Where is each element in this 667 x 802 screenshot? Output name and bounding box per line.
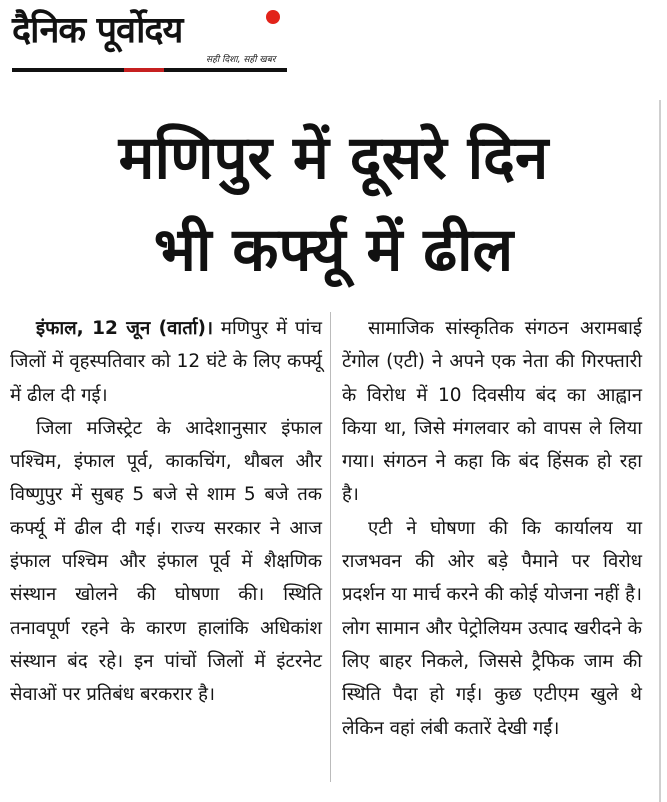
article-paragraph [10,312,322,412]
article-paragraph: एटी ने घोषणा की कि कार्यालय या राजभवन की ओर बड़े पैमाने पर विरोध प्रदर्शन या मार्च करने की कोई योजना नहीं है। लोग सामान और पेट्रोलियम उत्पाद खरीदने के लिए बाहर निकले, जिससे ट्रैफिक जाम की स्थिति पैदा हो गई। कुछ एटीएम खुले थे लेकिन वहां लंबी कतारें देखी गईं। [342,517,642,739]
masthead [10,2,300,76]
headline [0,112,667,296]
dateline: इंफाल, 12 जून (वार्ता)। [36,318,214,339]
headline-line-2: भी कर्फ्यू में ढील [153,215,514,285]
tagline: सही दिशा, सही खबर [206,55,276,65]
article-column-left [10,312,322,712]
newspaper-logo: दैनिक पूर्वोदय [12,10,183,51]
article-column-right [342,312,642,745]
column-divider [330,312,331,782]
headline-line-1: मणिपुर में दूसरे दिन [118,123,549,193]
masthead-rule [12,68,287,72]
article-paragraph: जिला मजिस्ट्रेट के आदेशानुसार इंफाल पश्चिम, इंफाल पूर्व, काकचिंग, थौबल और विष्णुपुर में सुबह 5 बजे से शाम 5 बजे तक कर्फ्यू में ढील दी गई। राज्य सरकार ने आज इंफाल पश्चिम और इंफाल पूर्व में शैक्षणिक संस्थान खोलने की घोषणा की। स्थिति तनावपूर्ण रहने के कारण हालांकि अधिकांश संस्थान बंद रहे। इन पांचों जिलों में इंटरनेट सेवाओं पर प्रतिबंध बरकरार है। [10,417,322,706]
article-paragraph: सामाजिक सांस्कृतिक संगठन अरामबाई टेंगोल (एटी) ने अपने एक नेता की गिरफ्तारी के विरोध में 10 दिवसीय बंद का आह्वान किया था, जिसे मंगलवार को वापस ले लिया गया। संगठन ने कहा कि बंद हिंसक हो रहा है। [342,318,642,506]
logo-red-dot-icon [266,10,280,24]
lead-text: मणिपुर में पांच जिलों में वृहस्पतिवार को 12 घंटे के लिए कर्फ्यू में ढील दी गई। [10,318,322,406]
